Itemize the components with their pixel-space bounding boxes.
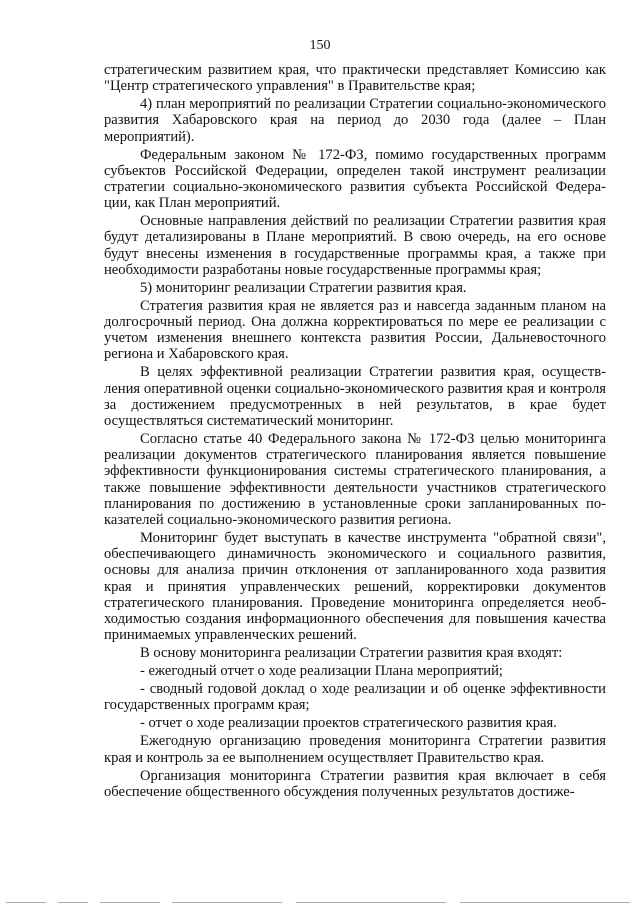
paragraph-3: Федеральным законом № 172-ФЗ, помимо государственных программ субъектов Российской Федерации, определен такой инструмент реализации стратегии социально-экономического развития субъекта Российской Федерации, как План мероприятий. [104, 146, 606, 212]
paragraph-8: Согласно статье 40 Федерального закона № 172-ФЗ целью мониторинга реализации документов стратегического планирования является повышение эффективности функционирования системы стратегического планирования, а также повышение эффективности деятельности участников стратегического планирования по достижению в установленные сроки запланированных показателей социально-экономического развития региона. [104, 431, 606, 529]
scan-artifact-line [0, 897, 640, 903]
paragraph-2: 4) план мероприятий по реализации Стратегии социально-экономического развития Хабаровского края на период до 2030 года (далее – План мероприятий). [104, 96, 606, 145]
page-number: 150 [309, 38, 331, 53]
paragraph-4: Основные направления действий по реализации Стратегии развития края будут детализированы в Плане мероприятий. В свою очередь, на его основе будут внесены изменения в государственные программы края, а также при необходимости разработаны новые государственные программы края; [104, 213, 606, 278]
paragraph-7: В целях эффективной реализации Стратегии развития края, осуществления оперативной оценки социально-экономического развития края и контроля за достижением предусмотренных в ней результатов, в крае будет осуществляться систематический мониторинг. [104, 364, 606, 430]
paragraph-1: стратегическим развитием края, что практически представляет Комиссию как "Центр стратегического управления" в Правительстве края; [104, 62, 606, 95]
paragraph-12: Организация мониторинга Стратегии развития края включает в себя обеспечение общественного обсуждения полученных результатов достиже- [104, 767, 606, 800]
paragraph-5: 5) мониторинг реализации Стратегии развития края. [140, 279, 467, 296]
paragraph-11: Ежегодную организацию проведения мониторинга Стратегии развития края и контроль за ее выполнением осуществляет Правительство края. [104, 733, 606, 766]
paragraph-6: Стратегия развития края не является раз и навсегда заданным планом на долгосрочный период. Она должна корректироваться по мере ее реализации с учетом изменения внешнего контекста развития России, Дальневосточного региона и Хабаровского края. [104, 297, 606, 363]
document-body [104, 62, 606, 802]
list-item-2: - сводный годовой доклад о ходе реализации и об оценке эффективности государственных программ края; [104, 681, 606, 714]
list-item-3: - отчет о ходе реализации проектов стратегического развития края. [140, 715, 557, 732]
list-item-1: - ежегодный отчет о ходе реализации Плана мероприятий; [140, 663, 503, 680]
paragraph-9: Мониторинг будет выступать в качестве инструмента "обратной связи", обеспечивающего динамичность экономического и социального развития, основы для анализа причин отклонения от запланированного хода развития края и принятия управленческих решений, корректировки документов стратегического планирования. Проведение мониторинга определяется необходимостью создания информационного обеспечения для повышения качества принимаемых управленческих решений. [104, 530, 606, 644]
paragraph-10: В основу мониторинга реализации Стратегии развития края входят: [140, 645, 563, 662]
